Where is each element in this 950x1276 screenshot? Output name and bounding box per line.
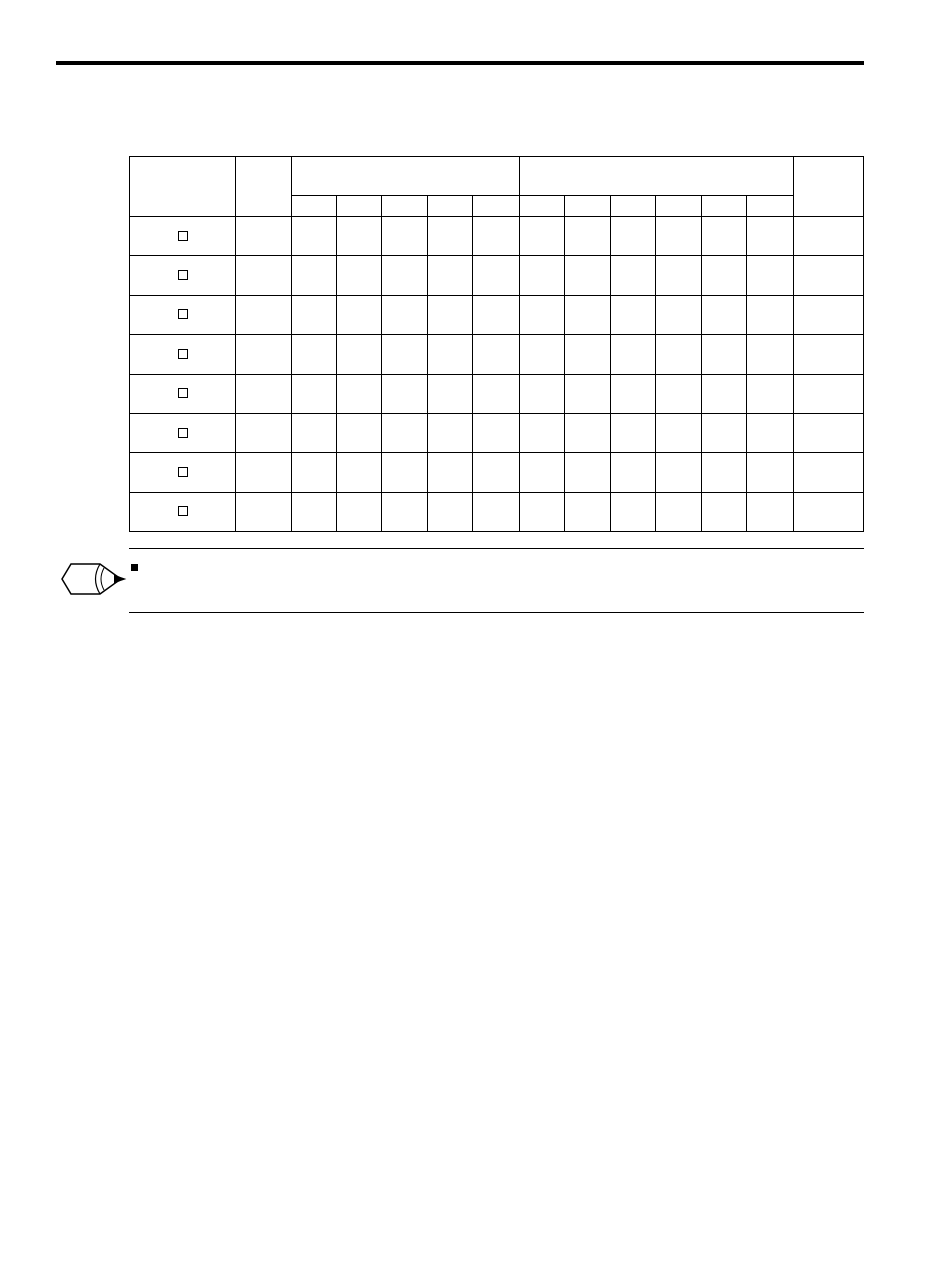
table-cell <box>236 413 291 452</box>
table-cell <box>336 217 381 256</box>
table-cell <box>519 256 564 295</box>
subheader-b-5 <box>702 196 747 217</box>
table-cell <box>564 256 610 295</box>
table-cell <box>336 295 381 334</box>
table-cell <box>428 217 473 256</box>
table-cell <box>519 295 564 334</box>
table-cell <box>236 295 291 334</box>
row-label <box>130 374 236 413</box>
table-cell <box>428 295 473 334</box>
table-cell <box>336 413 381 452</box>
subheader-b-1 <box>519 196 564 217</box>
table-cell <box>747 413 793 452</box>
table-cell <box>381 335 427 374</box>
table-cell <box>747 492 793 531</box>
table-cell <box>291 295 336 334</box>
table-cell <box>381 256 427 295</box>
table-cell <box>610 453 655 492</box>
table-cell <box>473 256 519 295</box>
table-cell <box>747 453 793 492</box>
table-cell <box>473 453 519 492</box>
table-row <box>130 295 864 334</box>
table-cell <box>336 453 381 492</box>
table-cell <box>473 335 519 374</box>
table-cell <box>747 374 793 413</box>
table-cell <box>473 413 519 452</box>
table-cell <box>381 217 427 256</box>
subheader-b-2 <box>564 196 610 217</box>
header-group-b <box>519 157 793 196</box>
subheader-b-4 <box>656 196 702 217</box>
table-cell <box>381 453 427 492</box>
table-cell <box>519 374 564 413</box>
table-cell <box>473 295 519 334</box>
table-row <box>130 335 864 374</box>
table-cell <box>519 492 564 531</box>
subheader-a-1 <box>291 196 336 217</box>
row-label <box>130 413 236 452</box>
table-row <box>130 492 864 531</box>
note-bullet <box>131 564 138 571</box>
table-row <box>130 453 864 492</box>
subheader-b-3 <box>610 196 655 217</box>
subheader-a-5 <box>473 196 519 217</box>
table-cell <box>473 217 519 256</box>
header-first <box>130 157 236 217</box>
table-cell <box>291 413 336 452</box>
table-cell <box>519 335 564 374</box>
header-last <box>793 157 863 217</box>
subheader-a-2 <box>336 196 381 217</box>
note-rule-bottom <box>129 612 864 613</box>
table-cell <box>336 256 381 295</box>
table-cell <box>747 217 793 256</box>
header-second <box>236 157 291 217</box>
table-cell <box>564 453 610 492</box>
table-cell <box>702 453 747 492</box>
table-cell <box>236 492 291 531</box>
table-cell <box>702 492 747 531</box>
row-label <box>130 492 236 531</box>
checkbox-glyph-icon <box>178 270 188 280</box>
table-cell <box>236 335 291 374</box>
table-row <box>130 413 864 452</box>
table-cell <box>702 217 747 256</box>
table-cell <box>236 374 291 413</box>
table-cell <box>564 492 610 531</box>
table-cell <box>610 217 655 256</box>
table-cell <box>793 217 863 256</box>
table-cell <box>702 335 747 374</box>
table-cell <box>610 335 655 374</box>
table-cell <box>428 413 473 452</box>
table-cell <box>702 374 747 413</box>
table-cell <box>610 413 655 452</box>
table-cell <box>610 256 655 295</box>
table-cell <box>656 217 702 256</box>
top-rule <box>56 61 864 65</box>
table-header-row <box>130 157 864 196</box>
table-cell <box>519 453 564 492</box>
note-rule-top <box>129 548 864 549</box>
table-row <box>130 374 864 413</box>
table-cell <box>656 453 702 492</box>
checkbox-glyph-icon <box>178 349 188 359</box>
table-cell <box>656 335 702 374</box>
spec-table <box>129 156 864 532</box>
table-cell <box>236 217 291 256</box>
table-cell <box>236 453 291 492</box>
subheader-a-3 <box>381 196 427 217</box>
table-cell <box>428 335 473 374</box>
table-cell <box>702 256 747 295</box>
table-row <box>130 217 864 256</box>
checkbox-glyph-icon <box>178 467 188 477</box>
table-cell <box>793 374 863 413</box>
table-cell <box>610 492 655 531</box>
table-cell <box>747 256 793 295</box>
table-cell <box>291 374 336 413</box>
table-cell <box>291 453 336 492</box>
table-cell <box>702 413 747 452</box>
table-cell <box>519 217 564 256</box>
table-cell <box>564 374 610 413</box>
table-cell <box>291 492 336 531</box>
row-label <box>130 217 236 256</box>
table-cell <box>747 295 793 334</box>
table-cell <box>564 295 610 334</box>
table-cell <box>564 217 610 256</box>
table-cell <box>336 335 381 374</box>
table-cell <box>793 295 863 334</box>
table-cell <box>656 413 702 452</box>
table-cell <box>656 295 702 334</box>
checkbox-glyph-icon <box>178 231 188 241</box>
table-cell <box>793 413 863 452</box>
checkbox-glyph-icon <box>178 506 188 516</box>
row-label <box>130 295 236 334</box>
table-cell <box>747 335 793 374</box>
table-cell <box>381 295 427 334</box>
row-label <box>130 335 236 374</box>
table-cell <box>428 374 473 413</box>
table-cell <box>381 413 427 452</box>
pencil-note-icon <box>58 558 128 600</box>
table-row <box>130 256 864 295</box>
table-cell <box>428 492 473 531</box>
table-cell <box>428 256 473 295</box>
table-cell <box>656 374 702 413</box>
table-cell <box>291 335 336 374</box>
table-cell <box>793 453 863 492</box>
table-cell <box>793 335 863 374</box>
table-cell <box>428 453 473 492</box>
subheader-b-6 <box>747 196 793 217</box>
table-cell <box>793 256 863 295</box>
table-cell <box>793 492 863 531</box>
header-group-a <box>291 157 519 196</box>
table-cell <box>236 256 291 295</box>
checkbox-glyph-icon <box>178 388 188 398</box>
table-cell <box>381 374 427 413</box>
table-cell <box>291 217 336 256</box>
table-cell <box>473 492 519 531</box>
table-cell <box>610 374 655 413</box>
subheader-a-4 <box>428 196 473 217</box>
table-cell <box>702 295 747 334</box>
table-cell <box>564 413 610 452</box>
table-cell <box>610 295 655 334</box>
table-cell <box>519 413 564 452</box>
table-cell <box>336 492 381 531</box>
row-label <box>130 256 236 295</box>
table-cell <box>656 492 702 531</box>
table-cell <box>291 256 336 295</box>
table-cell <box>336 374 381 413</box>
checkbox-glyph-icon <box>178 428 188 438</box>
table-cell <box>473 374 519 413</box>
table-cell <box>381 492 427 531</box>
table-cell <box>656 256 702 295</box>
checkbox-glyph-icon <box>178 309 188 319</box>
row-label <box>130 453 236 492</box>
table-cell <box>564 335 610 374</box>
